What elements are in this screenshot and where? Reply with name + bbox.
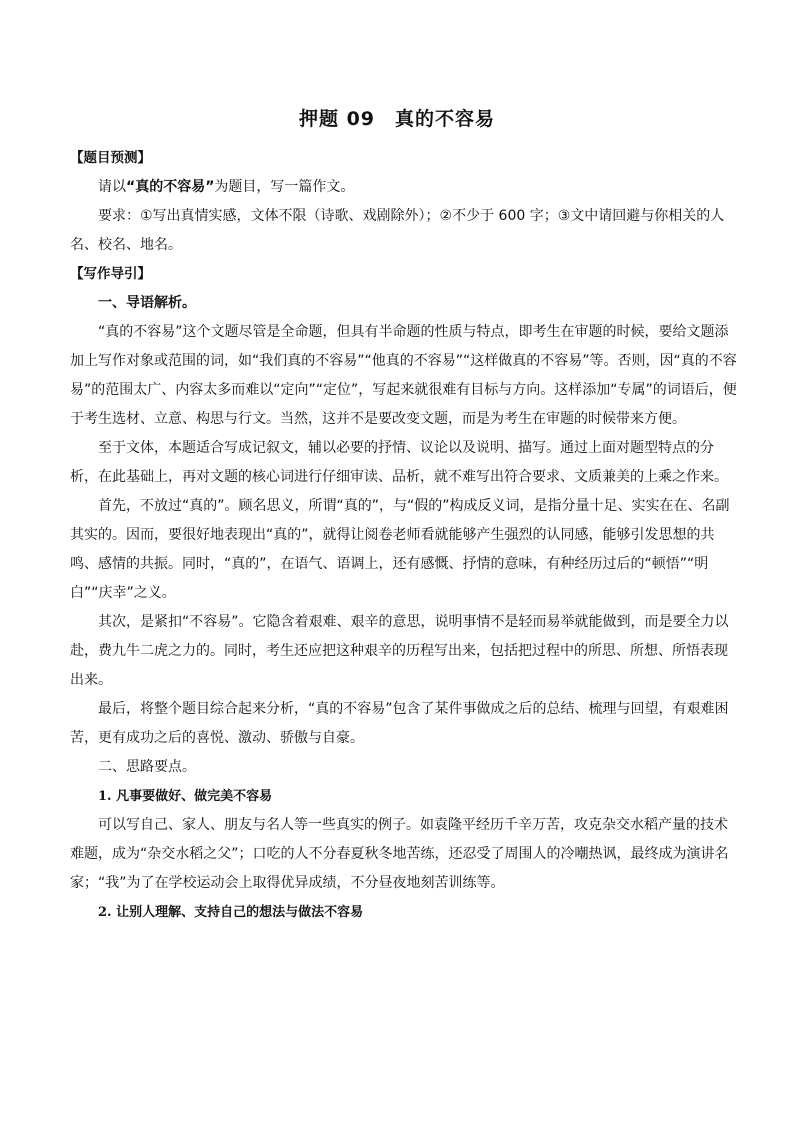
point1-text: 可以写自己、家人、朋友与名人等一些真实的例子。如袁隆平经历千辛万苦，攻克杂交水稻产量的技术难题，成为“杂交水稻之父”；口吃的人不分春夏秋冬地苦练，还忍受了周围人的冷嘲热讽，最终成为演讲名家；“我”为了在学校运动会上取得优异成绩，不分昼夜地刻苦训练等。 bbox=[70, 817, 729, 891]
document-body bbox=[70, 144, 740, 927]
point1-title: 1. 凡事要做好、做完美不容易 bbox=[98, 789, 273, 804]
part1-paragraph: 首先，不放过“真的”。顾名思义，所谓“真的”，与“假的”构成反义词，是指分量十足、实实在在、名副其实的。因而，要很好地表现出“真的”，就得让阅卷老师看就能够产生强烈的认同感，能够引发思想的共鸣、感情的共振。同时，“真的”，在语气、语调上，还有感慨、抒情的意味，有种经历过后的“顿悟”“明白”“庆幸”之义。 bbox=[70, 498, 730, 601]
prompt-requirements: 要求：①写出真情实感，文体不限（诗歌、戏剧除外）；②不少于 600 字；③文中请回避与你相关的人名、校名、地名。 bbox=[70, 208, 725, 253]
prompt-suffix: 为题目，写一篇作文。 bbox=[214, 179, 355, 195]
prompt-topic: “真的不容易” bbox=[126, 179, 215, 195]
prompt-line bbox=[70, 173, 740, 202]
part1-paragraph: 其次，是紧扣“不容易”。它隐含着艰难、艰辛的意思，说明事情不是轻而易举就能做到，而是要全力以赴，费九牛二虎之力的。同时，考生还应把这种艰辛的历程写出来，包括把过程中的所思、所想、所悟表现出来。 bbox=[70, 614, 729, 688]
point2-title: 2. 让别人理解、支持自己的想法与做法不容易 bbox=[98, 905, 364, 920]
part1-paragraph: 最后，将整个题目综合起来分析，“真的不容易”包含了某件事做成之后的总结、梳理与回望，有艰难困苦，更有成功之后的喜悦、激动、骄傲与自豪。 bbox=[70, 701, 729, 746]
section-header-prediction: 【题目预测】 bbox=[70, 150, 151, 166]
section-header-guide: 【写作导引】 bbox=[70, 266, 151, 282]
part2-heading: 二、思路要点。 bbox=[98, 759, 196, 775]
part1-paragraph: “真的不容易”这个文题尽管是全命题，但具有半命题的性质与特点，即考生在审题的时候，要给文题添加上写作对象或范围的词，如“我们真的不容易”“他真的不容易”“这样做真的不容易”等。否则，因“真的不容易”的范围太广、内容太多而难以“定向”“定位”，写起来就很难有目标与方向。这样添加“专属”的词语后，便于考生选材、立意、构思与行文。当然，这并不是要改变文题，而是为考生在审题的时候带来方便。 bbox=[70, 324, 737, 427]
part1-paragraph: 至于文体，本题适合写成记叙文，辅以必要的抒情、议论以及说明、描写。通过上面对题型特点的分析，在此基础上，再对文题的核心词进行仔细审读、品析，就不难写出符合要求、文质兼美的上乘之作来。 bbox=[70, 440, 728, 485]
part1-heading: 一、导语解析。 bbox=[98, 295, 196, 311]
prompt-prefix: 请以 bbox=[98, 179, 126, 195]
page-title: 押题 09 真的不容易 bbox=[298, 108, 496, 130]
